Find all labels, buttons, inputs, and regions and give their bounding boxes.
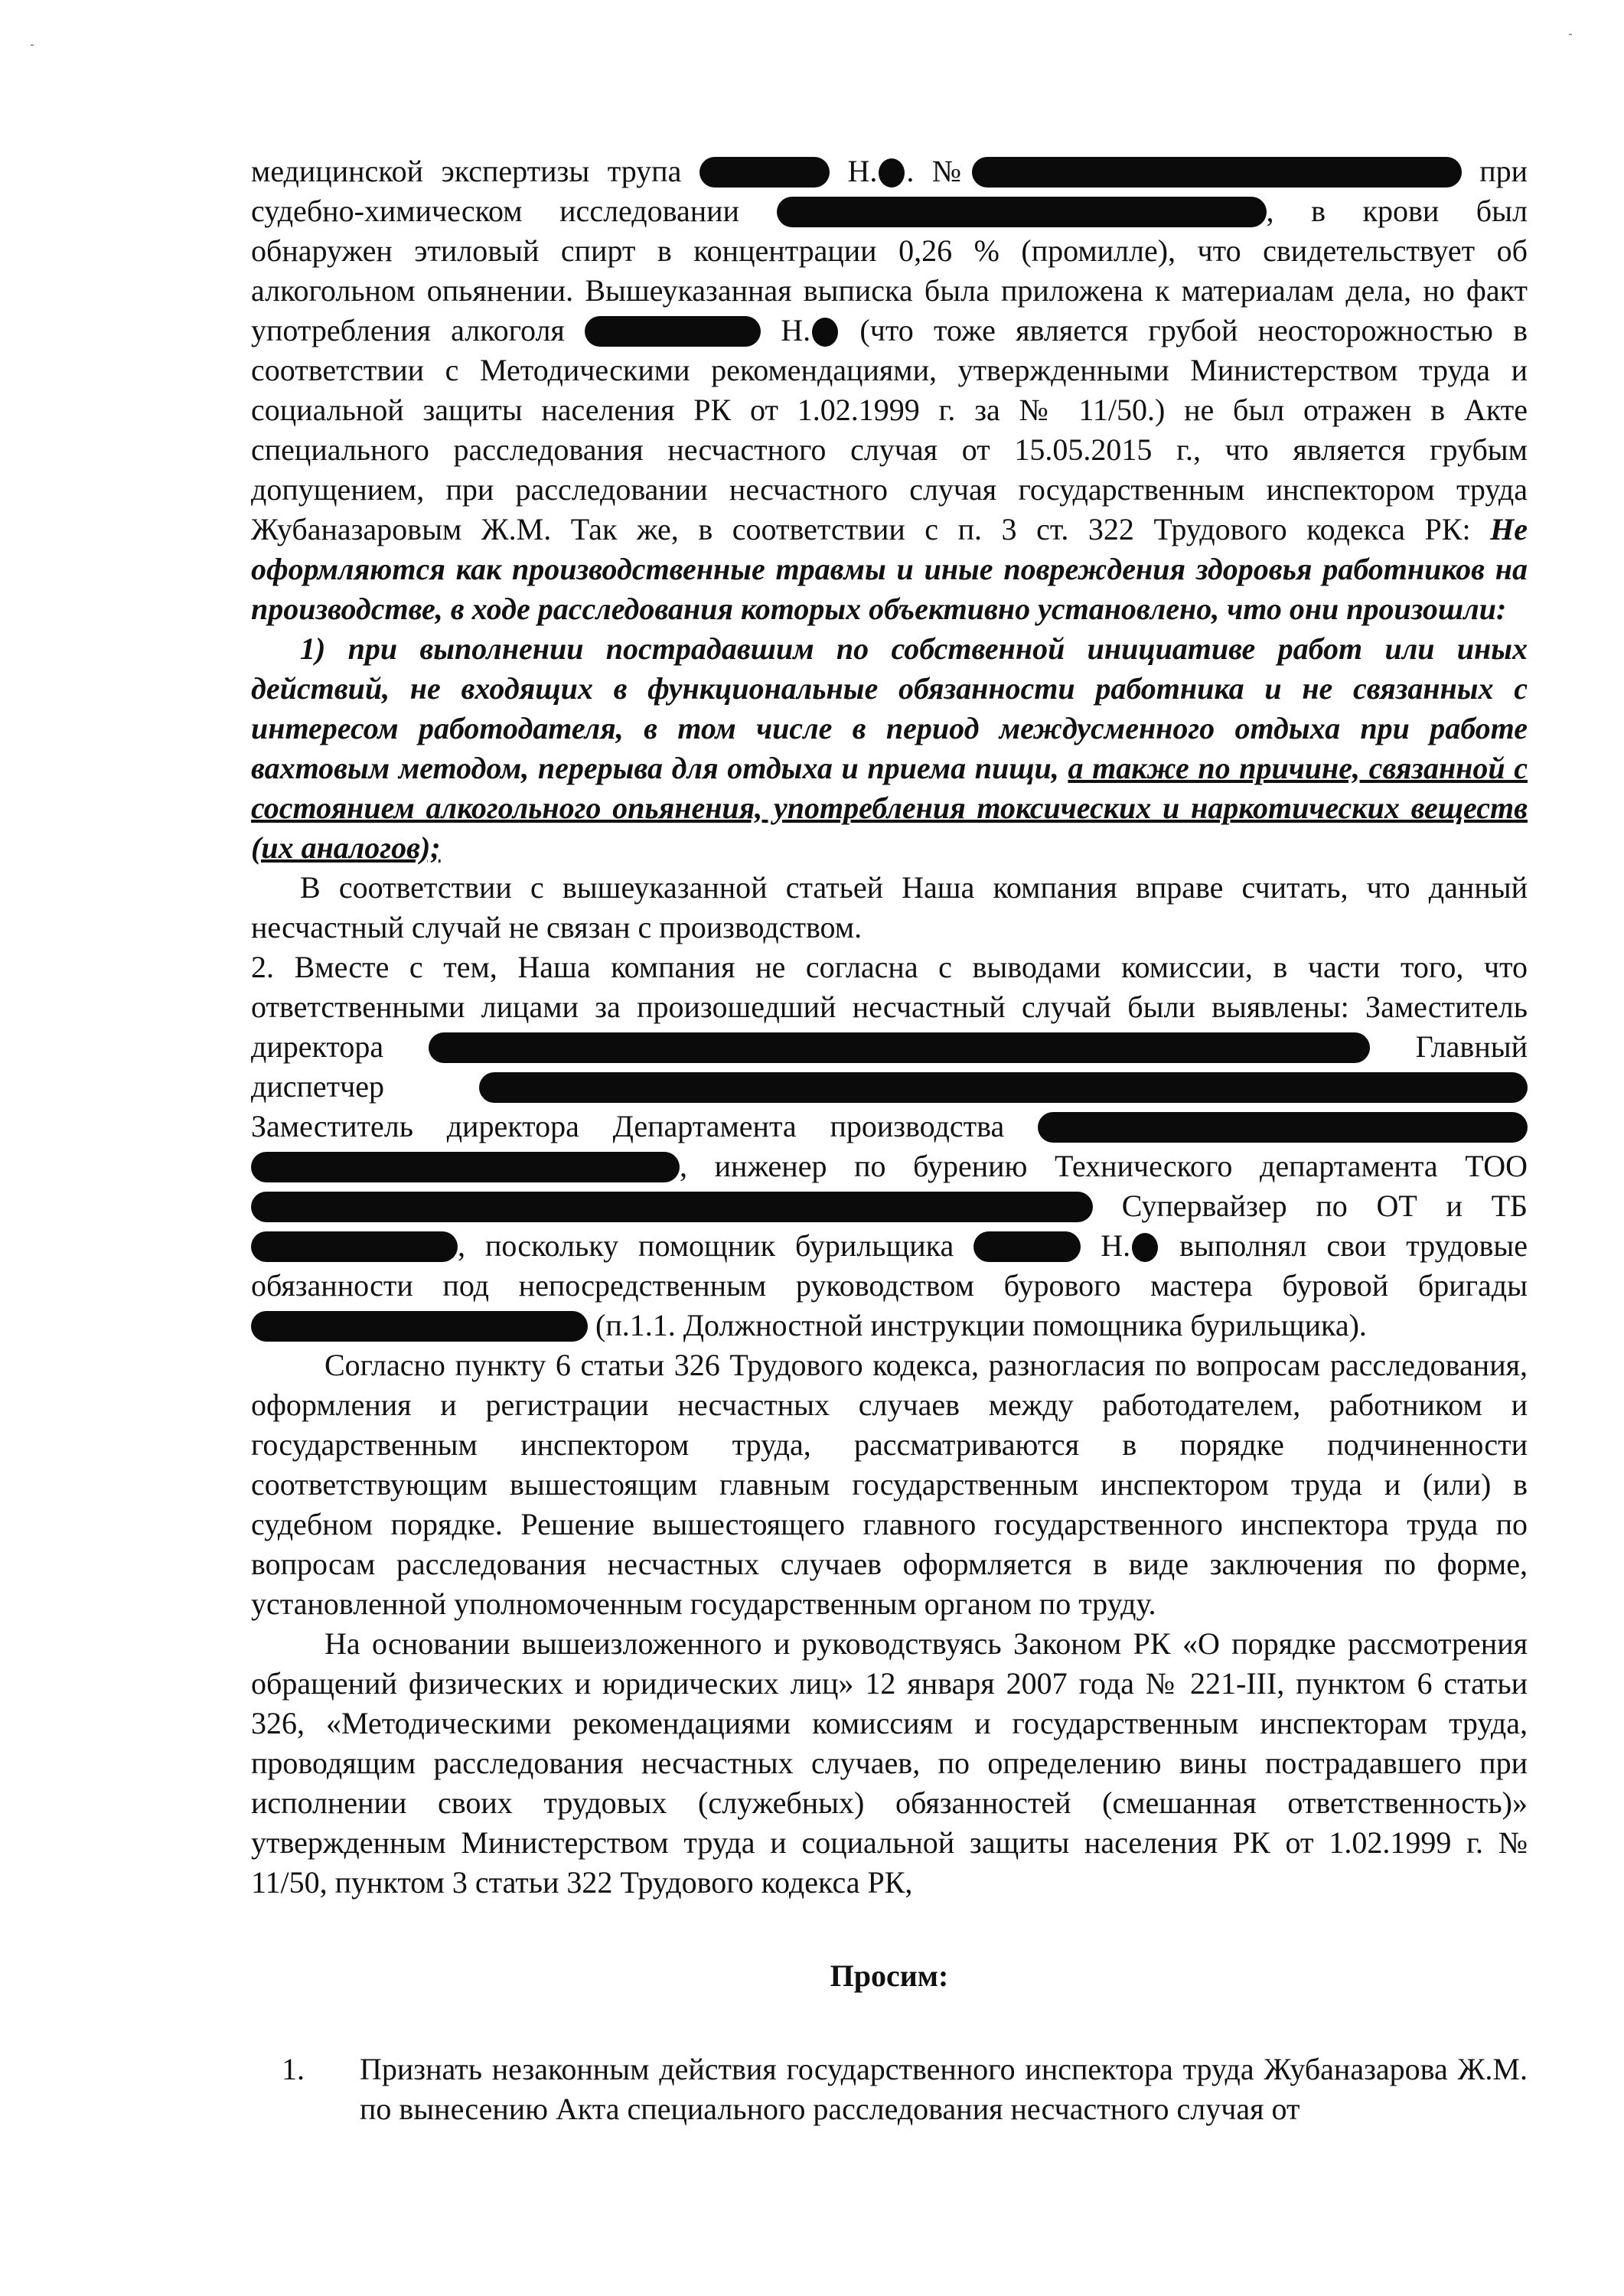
text-run: 1) при выполнении пострадавшим по собственной инициативе работ или иных действий, не входящих в функциональные обязанности работника и не связанных с интересом работодателя, в том числе в период междусменного отдыха при работе вахтовым методом, перерыва для отдыха и приема пищи, — [251, 631, 1528, 785]
redaction-mark — [429, 1032, 1370, 1063]
scan-speck — [31, 44, 34, 46]
list-item-text: Признать незаконным действия государственного инспектора труда Жубаназарова Ж.М. по вынесению Акта специального расследования несчастного случая от — [360, 2052, 1528, 2126]
list-number: 1. — [282, 2052, 305, 2086]
text-run: Главный диспетчер — [251, 1029, 1528, 1104]
text-run: Н. — [761, 313, 811, 347]
redaction-mark — [251, 1152, 680, 1182]
text-run: Н. — [1081, 1228, 1131, 1263]
paragraph-conclusion: В соответствии с вышеуказанной статьей Наша компания вправе считать, что данный несчастный случай не связан с производством. — [251, 870, 1528, 944]
text-run: при судебно-химическом исследовании — [251, 154, 1528, 228]
text-run: 2. Вместе с тем, Наша компания не согласна с выводами комиссии, в части того, что ответственными лицами за произошедший несчастный случай были выявлены: Заместитель директора — [251, 950, 1528, 1064]
redaction-mark — [1132, 1233, 1158, 1262]
paragraph-article-326: Согласно пункту 6 статьи 326 Трудового кодекса, разногласия по вопросам расследования, оформления и регистрации несчастных случаев между работодателем, работником и государственным инспектором труда, рассматриваются в порядке подчиненности соответствующим вышестоящим главным государственным инспектором труда и (или) в судебном порядке. Решение вышестоящего главного государственного инспектора труда по вопросам расследования несчастных случаев оформляется в виде заключения по форме, установленной уполномоченным государственным органом по труду. — [251, 1348, 1528, 1621]
redaction-mark — [972, 157, 1462, 188]
text-run: Н. — [829, 154, 878, 188]
text-run: Супервайзер по ОТ и ТБ — [1093, 1189, 1528, 1223]
scan-speck — [1569, 34, 1572, 35]
paragraph-expertise — [251, 152, 1528, 629]
redaction-mark — [1038, 1112, 1528, 1143]
redaction-mark — [812, 318, 838, 347]
document-body — [251, 152, 1528, 2129]
redaction-mark — [251, 1231, 458, 1262]
section-heading: Просим: — [830, 1958, 949, 1993]
redaction-mark — [251, 1192, 1093, 1222]
quote-labor-code: Не оформляются как производственные травмы и иные повреждения здоровья работников на производстве, в ходе расследования которых объективно установлено, что они произошли: — [251, 512, 1528, 626]
text-run: медицинской экспертизы трупа — [251, 154, 699, 188]
text-run: Заместитель директора Департамента производства — [251, 1109, 1038, 1143]
redaction-mark — [585, 316, 761, 347]
text-run: , поскольку помощник бурильщика — [458, 1228, 974, 1263]
redaction-mark — [879, 158, 905, 188]
text-run: , в крови был обнаружен этиловый спирт в концентрации 0,26 % (промилле), что свидетельствует об алкогольном опьянении. Вышеуказанная выписка была приложена к материалам дела, но факт употребления алкоголя — [251, 194, 1528, 347]
quote-clause-1 — [251, 629, 1528, 868]
request-list-item — [282, 2050, 1528, 2129]
paragraph-responsible-persons — [251, 947, 1528, 1345]
text-run: выполнял свои трудовые обязанности под непосредственным руководством бурового мастера буровой бригады — [251, 1228, 1528, 1303]
redaction-mark — [973, 1231, 1081, 1262]
redaction-mark — [699, 157, 830, 188]
redaction-mark — [777, 197, 1267, 227]
redaction-mark — [479, 1072, 1528, 1103]
text-run: , инженер по бурению Технического департамента ТОО — [680, 1149, 1528, 1183]
paragraph-legal-basis: На основании вышеизложенного и руководствуясь Законом РК «О порядке рассмотрения обращений физических и юридических лиц» 12 января 2007 года № 221-III, пунктом 6 статьи 326, «Методическими рекомендациями комиссиям и государственным инспекторам труда, проводящим расследования несчастных случаев, по определению вины пострадавшего при исполнении своих трудовых (служебных) обязанностей (смешанная ответственность)» утвержденным Министерством труда и социальной защиты населения РК от 1.02.1999 г. № 11/50, пунктом 3 статьи 322 Трудового кодекса РК, — [251, 1626, 1528, 1900]
underlined-quote: а также по причине, связанной с состоянием алкогольного опьянения, употребления токсических и наркотических веществ (их аналогов); — [251, 751, 1528, 865]
text-run: (п.1.1. Должностной инструкции помощника бурильщика). — [588, 1308, 1367, 1342]
redaction-mark — [251, 1311, 588, 1342]
text-run: (что тоже является грубой неосторожностью в соответствии с Методическими рекомендациями, утвержденными Министерством труда и социальной защиты населения РК от 1.02.1999 г. за № 11/50.) не был отражен в Акте специального расследования несчастного случая от 15.05.2015 г., что является грубым допущением, при расследовании несчастного случая государственным инспектором труда Жубаназаровым Ж.М. Так же, в соответствии с п. 3 ст. 322 Трудового кодекса РК: — [251, 313, 1528, 546]
text-run: . № — [906, 154, 972, 188]
